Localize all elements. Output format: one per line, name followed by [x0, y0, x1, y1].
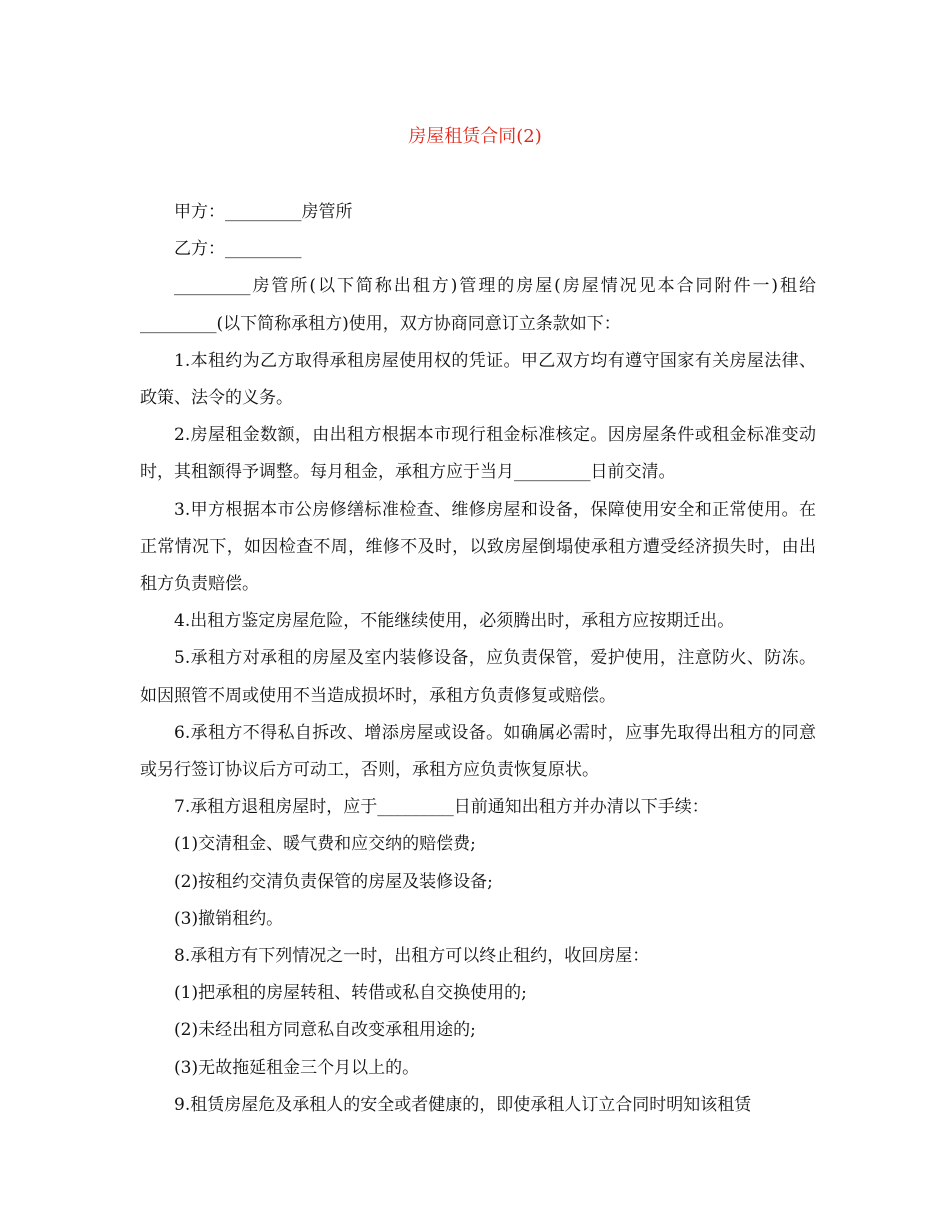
clause-7-item-2: (2)按租约交清负责保管的房屋及装修设备; [174, 871, 493, 892]
clause-9: 9.租赁房屋危及承租人的安全或者健康的，即使承租人订立合同时明知该租赁 [174, 1094, 752, 1115]
clause-3: 3.甲方根据本市公房修缮标准检查、维修房屋和设备，保障使用安全和正常使用。在正常情况下，如因检查不周，维修不及时，以致房屋倒塌使承租方遭受经济损失时，由出租方负责赔偿。 [140, 499, 816, 595]
clause-7: 7.承租方退租房屋时，应于_________日前通知出租方并办清以下手续： [174, 797, 709, 818]
clause-1: 1.本租约为乙方取得承租房屋使用权的凭证。甲乙双方均有遵守国家有关房屋法律、政策、法令的义务。 [140, 350, 816, 409]
clause-7-item-3: (3)撤销租约。 [174, 908, 284, 929]
clause-6: 6.承租方不得私自拆改、增添房屋或设备。如确属必需时，应事先取得出租方的同意或另行签订协议后方可动工，否则，承租方应负责恢复原状。 [140, 722, 816, 781]
clause-8-item-1: (1)把承租的房屋转租、转借或私自交换使用的; [174, 983, 527, 1004]
clause-5: 5.承租方对承租的房屋及室内装修设备，应负责保管，爱护使用，注意防火、防冻。如因照管不周或使用不当造成损坏时，承租方负责修复或赔偿。 [140, 648, 816, 706]
document-body [140, 194, 816, 1124]
clause-8-item-3: (3)无故拖延租金三个月以上的。 [174, 1057, 420, 1078]
clause-8-item-2: (2)未经出租方同意私自改变承租用途的; [174, 1020, 476, 1041]
clause-7-item-1: (1)交清租金、暖气费和应交纳的赔偿费; [174, 834, 476, 855]
party-b-line: 乙方：_________ [174, 239, 302, 260]
document-title: 房屋租赁合同(2) [408, 126, 542, 147]
party-a-line: 甲方：_________房管所 [174, 202, 353, 222]
preamble-paragraph: _________房管所(以下简称出租方)管理的房屋(房屋情况见本合同附件一)租给_________(以下简称承租方)使用，双方协商同意订立条款如下： [140, 276, 816, 334]
clause-4: 4.出租方鉴定房屋危险，不能继续使用，必须腾出时，承租方应按期迁出。 [174, 611, 735, 632]
clause-8: 8.承租方有下列情况之一时，出租方可以终止租约，收回房屋： [174, 946, 650, 967]
clause-2: 2.房屋租金数额，由出租方根据本市现行租金标准核定。因房屋条件或租金标准变动时，其租额得予调整。每月租金，承租方应于当月_________日前交清。 [140, 425, 816, 483]
